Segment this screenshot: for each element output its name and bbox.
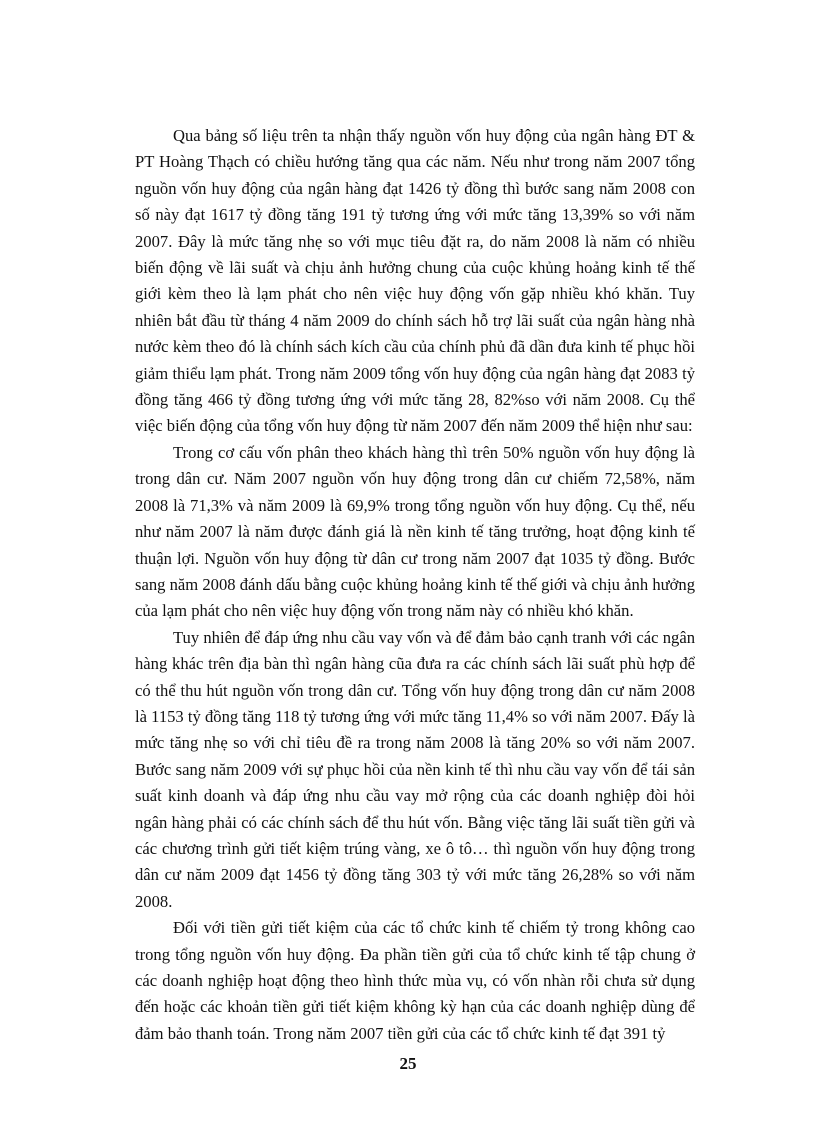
page-number: 25 (399, 1054, 417, 1073)
paragraph-4: Đối với tiền gửi tiết kiệm của các tổ chức kinh tế chiếm tỷ trong không cao trong tổng nguồn vốn huy động. Đa phần tiền gửi của tổ chức kinh tế tập chung ở các doanh nghiệp hoạt động theo hình thức mùa vụ, có vốn nhàn rỗi chưa sử dụng đến hoặc các khoản tiền gửi tiết kiệm không kỳ hạn của các doanh nghiệp dùng để đảm bảo thanh toán. Trong năm 2007 tiền gửi của các tổ chức kinh tế đạt 391 tỷ (135, 918, 695, 1043)
paragraph-2: Trong cơ cấu vốn phân theo khách hàng thì trên 50% nguồn vốn huy động là trong dân cư. Năm 2007 nguồn vốn huy động trong dân cư chiếm 72,58%, năm 2008 là 71,3% và năm 2009 là 69,9% trong tổng nguồn vốn huy động. Cụ thể, nếu như năm 2007 là năm được đánh giá là nền kinh tế tăng trưởng, hoạt động kinh tế thuận lợi. Nguồn vốn huy động từ dân cư trong năm 2007 đạt 1035 tỷ đồng. Bước sang năm 2008 đánh dấu bằng cuộc khủng hoảng kinh tế thế giới và chịu ảnh hưởng của lạm phát cho nên việc huy động vốn trong năm này có nhiều khó khăn. (135, 442, 695, 621)
paragraph-1: Qua bảng số liệu trên ta nhận thấy nguồn vốn huy động của ngân hàng ĐT & PT Hoàng Thạch có chiều hướng tăng qua các năm. Nếu như trong năm 2007 tổng nguồn vốn huy động của ngân hàng đạt 1426 tỷ đồng thì bước sang năm 2008 con số này đạt 1617 tỷ đồng tăng 191 tỷ tương ứng với mức tăng 13,39% so với năm 2007. Đây là mức tăng nhẹ so với mục tiêu đặt ra, do năm 2008 là năm có nhiều biến động về lãi suất và chịu ảnh hưởng chung của cuộc khủng hoảng kinh tế thế giới kèm theo là lạm phát cho nên việc huy động vốn gặp nhiều khó khăn. Tuy nhiên bắt đầu từ tháng 4 năm 2009 do chính sách hỗ trợ lãi suất của ngân hàng nhà nước kèm theo đó là chính sách kích cầu của chính phủ đã dần đưa kinh tế phục hồi giảm thiểu lạm phát. Trong năm 2009 tổng vốn huy động của ngân hàng đạt 2083 tỷ đồng tăng 466 tỷ đồng tương ứng với mức tăng 28, 82%so với năm 2008. Cụ thể việc biến động của tổng vốn huy động từ năm 2007 đến năm 2009 thể hiện như sau: (135, 126, 695, 436)
paragraph-3: Tuy nhiên để đáp ứng nhu cầu vay vốn và để đảm bảo cạnh tranh với các ngân hàng khác trên địa bàn thì ngân hàng cũa đưa ra các chính sách lãi suất phù hợp để có thể thu hút nguồn vốn trong dân cư. Tổng vốn huy động trong dân cư năm 2008 là 1153 tỷ đồng tăng 118 tỷ tương ứng với mức tăng 11,4% so với năm 2007. Đấy là mức tăng nhẹ so với chỉ tiêu đề ra trong năm 2008 là tăng 20% so với năm 2007. Bước sang năm 2009 với sự phục hồi của nền kinh tế thì nhu cầu vay vốn để tái sản suất kinh doanh và đáp ứng nhu cầu vay mở rộng của các doanh nghiệp đòi hỏi ngân hàng phải có các chính sách để thu hút vốn. Bằng việc tăng lãi suất tiền gửi và các chương trình gửi tiết kiệm trúng vàng, xe ô tô… thì nguồn vốn huy động trong dân cư năm 2009 đạt 1456 tỷ đồng tăng 303 tỷ với mức tăng 26,28% so với năm 2008. (135, 627, 695, 911)
body-text (135, 123, 695, 1047)
